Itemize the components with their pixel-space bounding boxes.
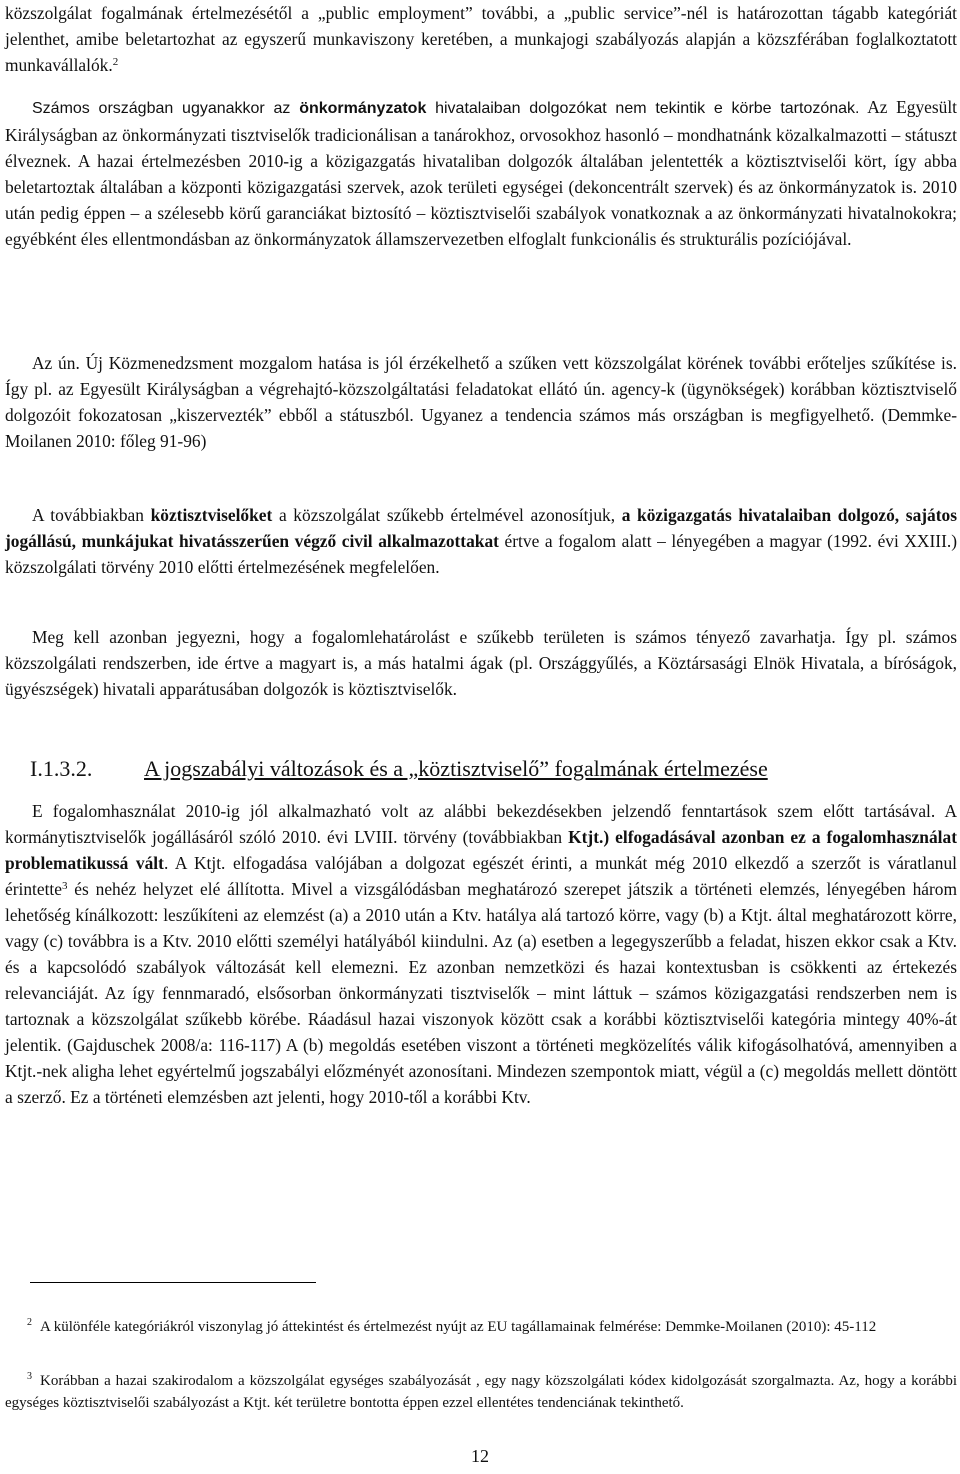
footnote-ref-3[interactable]: 3 — [61, 880, 68, 892]
footnote-3-mark: 3 — [27, 1371, 32, 1382]
section-heading — [30, 754, 960, 784]
paragraph-6-text-c: . A Ktjt. elfogadása valójában a dolgozat egészét érinti, a munkát még 2010 elkezdő a szerzőt is váratlanul érintette — [5, 853, 958, 899]
paragraph-2 — [5, 94, 957, 252]
paragraph-4-bold-definition: a közigazgatás hivatalaiban dolgozó, sajátos jogállású, munkájukat hivatásszerűen végző civil alkalmazottakat — [5, 505, 958, 551]
footnote-2-mark: 2 — [27, 1317, 32, 1328]
paragraph-4-text-e: értve a fogalom alatt – lényegében a magyar (1992. évi XXIII.) közszolgálati törvény 2010 előtti értelmezésének megfelelően. — [5, 531, 958, 577]
footnote-3-text: Korábban a hazai szakirodalom a közszolgálat egységes szabályozását , egy nagy közszolgálati kódex kidolgozását szorgalmazta. Az, hogy a korábbi egységes köztisztviselői szabályozást a Ktjt. két területre bontotta éppen ezzel ellentétes tendenciának tekinthető. — [5, 1373, 957, 1411]
paragraph-6 — [5, 798, 957, 1110]
paragraph-2-bold: önkormányzatok — [299, 100, 427, 117]
page-number: 12 — [471, 1446, 489, 1466]
paragraph-4-text-c: a közszolgálat szűkebb értelmével azonosítjuk, — [272, 505, 622, 525]
paragraph-1 — [5, 0, 957, 78]
paragraph-4-bold-term: köztisztviselőket — [150, 505, 273, 525]
section-title: A jogszabályi változások és a „köztisztviselő” fogalmának értelmezése — [144, 756, 768, 781]
footnote-2-text: A különféle kategóriákról viszonylag jó áttekintést és értelmezést nyújt az EU tagállamainak felmérése: Demmke-Moilanen (2010): 45-112 — [40, 1319, 877, 1335]
footnote-ref-2[interactable]: 2 — [112, 56, 119, 68]
paragraph-6-bold: Ktjt.) elfogadásával azonban ez a fogalomhasználat problematikussá vált — [5, 827, 957, 873]
paragraph-1-text: közszolgálat fogalmának értelmezésétől a „public employment” további, a „public service”-nél is határozottan tágabb kategóriát jelenthet, amibe beletartozhat az egyszerű munkaviszony keretében, a munkajogi szabályozás alapján a közszférában foglalkoztatott munkavállalók. — [5, 3, 957, 75]
paragraph-6-text-a: E fogalomhasználat 2010-ig jól alkalmazható volt az alábbi bekezdésekben jelzendő fenntartások szem előtt tartásával. A kormánytisztviselők jogállásáról szóló 2010. évi LVIII. törvény (továbbiakban — [5, 801, 957, 847]
paragraph-2-text-c: hivatalaiban dolgozókat nem tekintik e körbe tartozónak. — [426, 100, 860, 117]
section-number: I.1.3.2. — [30, 756, 93, 781]
paragraph-2-text-a: Számos országban ugyanakkor az — [32, 100, 300, 117]
paragraph-4 — [5, 502, 957, 580]
paragraph-2-text-d: Az Egyesült Királyságban az önkormányzati tisztviselők tradicionálisan a tanárokhoz, orvosokhoz hasonló – mondhatnánk közalkalmazotti – státuszt élveznek. A hazai értelmezésben 2010-ig a közigazgatás hivataliban dolgozók általában jelentették a köztisztviselői kört, így abba beletartoztak általában a központi közigazgatási szervek, azok területi egységei (dekoncentrált szervek) és az önkormányzatok is. 2010 után pedig éppen – a szélesebb körű garanciákat biztosító – köztisztviselői szabályok vonatkoznak a az önkormányzati hivatalnokokra; egyébként éles ellentmondásban az önkormányzatok államszervezetben elfoglalt funkcionális és strukturális pozíciójával. — [5, 97, 958, 249]
paragraph-3: Az ún. Új Közmenedzsment mozgalom hatása is jól érzékelhető a szűken vett közszolgálat körének további erőteljes szűkítése is. Így pl. az Egyesült Királyságban a végrehajtó-közszolgáltatási feladatokat ellátó ún. agency-k (ügynökségek) korábban köztisztviselő dolgozóit fokozatosan „kiszervezték” ebből a státuszból. Ugyanez a tendencia számos más országban is megfigyelhető. (Demmke-Moilanen 2010: főleg 91-96) — [5, 353, 957, 451]
footnote-3 — [5, 1370, 957, 1414]
paragraph-6-text-d: és nehéz helyzet elé állította. Mivel a vizsgálódásban meghatározó szerepet játszik a történeti elemzés, lényegében három lehetőség kínálkozott: leszűkíteni az elemzést (a) a 2010 után a Ktv. hatálya alá tartozó körre, vagy (b) a Ktjt. által meghatározott körre, vagy (c) továbbra is a Ktv. 2010 előtti személyi hatályából kiindulni. Az (a) esetben a legegyszerűbb a feladat, hiszen ekkor csak a Ktv. és a kapcsolódó szabályok változását kell elemezni. Ez azonban nemzetközi és hazai kontextusban is csökkenti az értekezés relevanciáját. Az így fennmaradó, elsősorban önkormányzati tisztviselők – mint láttuk – számos közigazgatási rendszerben nem is tartoznak a közszolgálat szűkebb körébe. Ráadásul hazai viszonyok között csak a korábbi köztisztviselői kategória mintegy 40%-át jelentik. (Gajduschek 2008/a: 116-117) A (b) megoldás esetében viszont a történeti megközelítés válik kifogásolhatóvá, amennyiben a Ktjt.-nek aligha lehet egyértelmű jogszabályi előzményét azonosítani. Mindezen szempontok miatt, végül a (c) megoldás mellett döntött a szerző. Ez a történeti elemzésben azt jelenti, hogy 2010-től a korábbi Ktv. — [5, 879, 957, 1107]
footnote-separator — [30, 1282, 316, 1283]
footnote-2 — [5, 1316, 957, 1338]
paragraph-4-text-a: A továbbiakban — [32, 505, 151, 525]
paragraph-5: Meg kell azonban jegyezni, hogy a fogalomlehatárolást e szűkebb területen is számos tényező zavarhatja. Így pl. számos közszolgálati rendszerben, ide értve a magyart is, a más hatalmi ágak (pl. Országgyűlés, a Köztársasági Elnök Hivatala, a bíróságok, ügyészségek) hivatali apparátusában dolgozók is köztisztviselők. — [5, 627, 957, 699]
